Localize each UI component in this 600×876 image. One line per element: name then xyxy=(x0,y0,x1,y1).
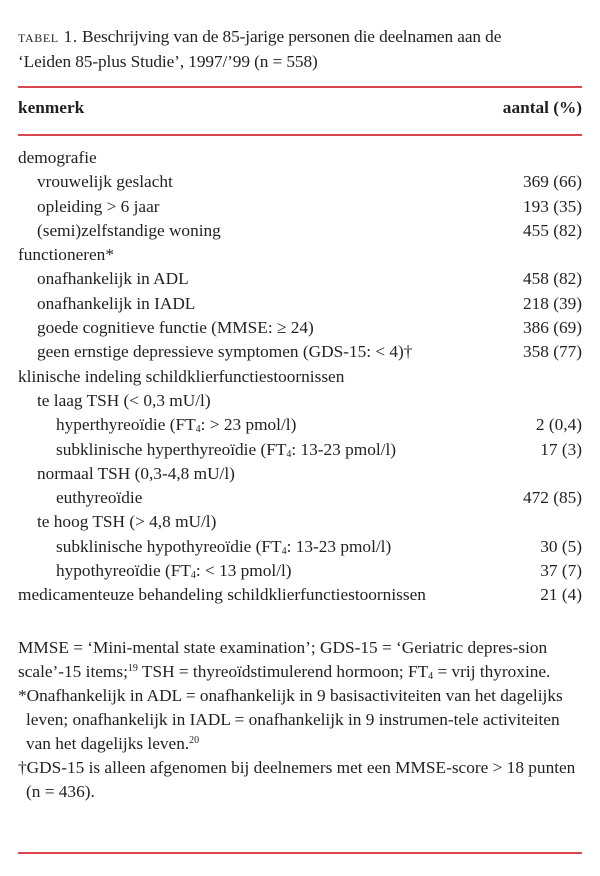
row-label-post: : > 23 pmol/l) xyxy=(200,415,297,435)
row-value: 369 (66) xyxy=(522,172,582,192)
row-label: euthyreoïdie xyxy=(56,488,143,508)
header-rule xyxy=(18,134,582,136)
row-label-post: : < 13 pmol/l) xyxy=(195,561,292,581)
row-value: 455 (82) xyxy=(522,220,582,240)
table-row-section xyxy=(18,365,582,389)
row-label-pre: subklinische hypothyreoïdie (FT xyxy=(56,536,282,556)
footnote-dagger: †GDS-15 is alleen afgenomen bij deelnemers met een MMSE-score > 18 punten (n = 436). xyxy=(18,758,576,801)
row-label: demografie xyxy=(18,148,97,167)
row-label: goede cognitieve functie (MMSE: ≥ 24) xyxy=(37,318,314,338)
bottom-rule xyxy=(18,852,582,854)
footnote-abbrev-text: = vrij thyroxine. xyxy=(433,662,551,681)
row-value: 21 (4) xyxy=(540,585,582,605)
row-label-sub: 4 xyxy=(195,424,201,436)
footnote-abbrev-text: MMSE = ‘Mini-mental state examination’; GDS-15 = ‘Geriatric depres-sion scale’-15 items; xyxy=(18,638,548,681)
footnote-star xyxy=(18,684,582,756)
table-row xyxy=(18,413,582,437)
row-label: normaal TSH (0,3-4,8 mU/l) xyxy=(37,463,235,483)
table-row xyxy=(18,219,582,243)
row-label-sub: 4 xyxy=(190,570,196,582)
row-label xyxy=(18,559,292,583)
row-value: 386 (69) xyxy=(522,318,582,338)
row-value: 17 (3) xyxy=(540,439,582,459)
row-label: klinische indeling schildklierfunctiestoornissen xyxy=(18,366,345,386)
table-row xyxy=(18,170,582,194)
row-label-pre: hyperthyreoïdie (FT xyxy=(56,415,196,435)
row-label: te laag TSH (< 0,3 mU/l) xyxy=(37,390,211,410)
reference-superscript: 19 xyxy=(127,663,138,674)
reference-superscript: 20 xyxy=(189,735,200,746)
row-value xyxy=(486,510,582,534)
row-value: 358 (77) xyxy=(522,342,582,362)
header-kenmerk: kenmerk xyxy=(18,98,85,117)
subscript: 4 xyxy=(428,671,434,682)
row-label: functioneren* xyxy=(18,245,114,265)
table-row-subsection xyxy=(18,389,582,413)
row-value: 193 (35) xyxy=(522,196,582,216)
table-row xyxy=(18,559,582,583)
row-label: onafhankelijk in ADL xyxy=(37,269,189,289)
row-value: 37 (7) xyxy=(540,561,582,581)
row-label-pre: subklinische hyperthyreoïdie (FT xyxy=(56,439,287,459)
row-value: 458 (82) xyxy=(522,269,582,289)
table-row xyxy=(18,340,582,364)
row-label-sub: 4 xyxy=(286,448,292,460)
row-label: opleiding > 6 jaar xyxy=(37,196,160,216)
table-row xyxy=(18,486,582,510)
footnote-star-text: *Onafhankelijk in ADL = onafhankelijk in 9 basisactiviteiten van het dagelijks leven; onafhankelijk in IADL = onafhankelijk in 9 instrumen-tele activiteiten van het dagelijks leven. xyxy=(18,686,563,753)
table-header xyxy=(18,98,582,118)
top-rule xyxy=(18,86,582,88)
table-row-section xyxy=(18,583,582,607)
row-label: (semi)zelfstandige woning xyxy=(37,220,221,240)
row-label xyxy=(18,535,391,559)
row-value: 472 (85) xyxy=(522,488,582,508)
row-value: 218 (39) xyxy=(522,293,582,313)
caption-label: tabel 1. xyxy=(18,27,78,46)
row-label: geen ernstige depressieve symptomen (GDS-15: < 4)† xyxy=(37,342,413,362)
row-label-sub: 4 xyxy=(281,545,287,557)
row-label-pre: hypothyreoïdie (FT xyxy=(56,561,191,581)
row-label: onafhankelijk in IADL xyxy=(37,293,196,313)
row-value xyxy=(486,389,582,413)
caption-text-line2: ‘Leiden 85-plus Studie’, 1997/’99 (n = 558) xyxy=(18,52,318,71)
table-row xyxy=(18,195,582,219)
table-row-section xyxy=(18,146,582,170)
header-aantal: aantal (%) xyxy=(502,98,582,117)
table-row-subsection xyxy=(18,462,582,486)
table-caption xyxy=(18,24,586,74)
row-value xyxy=(486,146,582,170)
row-label xyxy=(18,413,296,437)
table-row-subsection xyxy=(18,510,582,534)
caption-text-line1: Beschrijving van de 85-jarige personen die deelnamen aan de xyxy=(82,27,502,46)
row-label: medicamenteuze behandeling schildklierfunctiestoornissen xyxy=(18,585,426,605)
row-label-post: : 13-23 pmol/l) xyxy=(291,439,397,459)
table-footnotes xyxy=(18,636,582,804)
row-label: te hoog TSH (> 4,8 mU/l) xyxy=(37,512,217,532)
row-value: 2 (0,4) xyxy=(535,415,582,435)
row-label: vrouwelijk geslacht xyxy=(37,172,173,192)
row-value: 30 (5) xyxy=(540,536,582,556)
footnote-abbreviations xyxy=(18,636,582,684)
footnote-abbrev-text: TSH = thyreoïdstimulerend hormoon; FT xyxy=(137,662,429,681)
table-row xyxy=(18,535,582,559)
table-body xyxy=(18,146,582,608)
table-row xyxy=(18,292,582,316)
table-row xyxy=(18,316,582,340)
table-row xyxy=(18,438,582,462)
table-row xyxy=(18,267,582,291)
row-label xyxy=(18,438,396,462)
row-value xyxy=(486,365,582,389)
table-row-section xyxy=(18,243,582,267)
row-value xyxy=(486,462,582,486)
row-label-post: : 13-23 pmol/l) xyxy=(286,536,392,556)
row-value xyxy=(486,243,582,267)
